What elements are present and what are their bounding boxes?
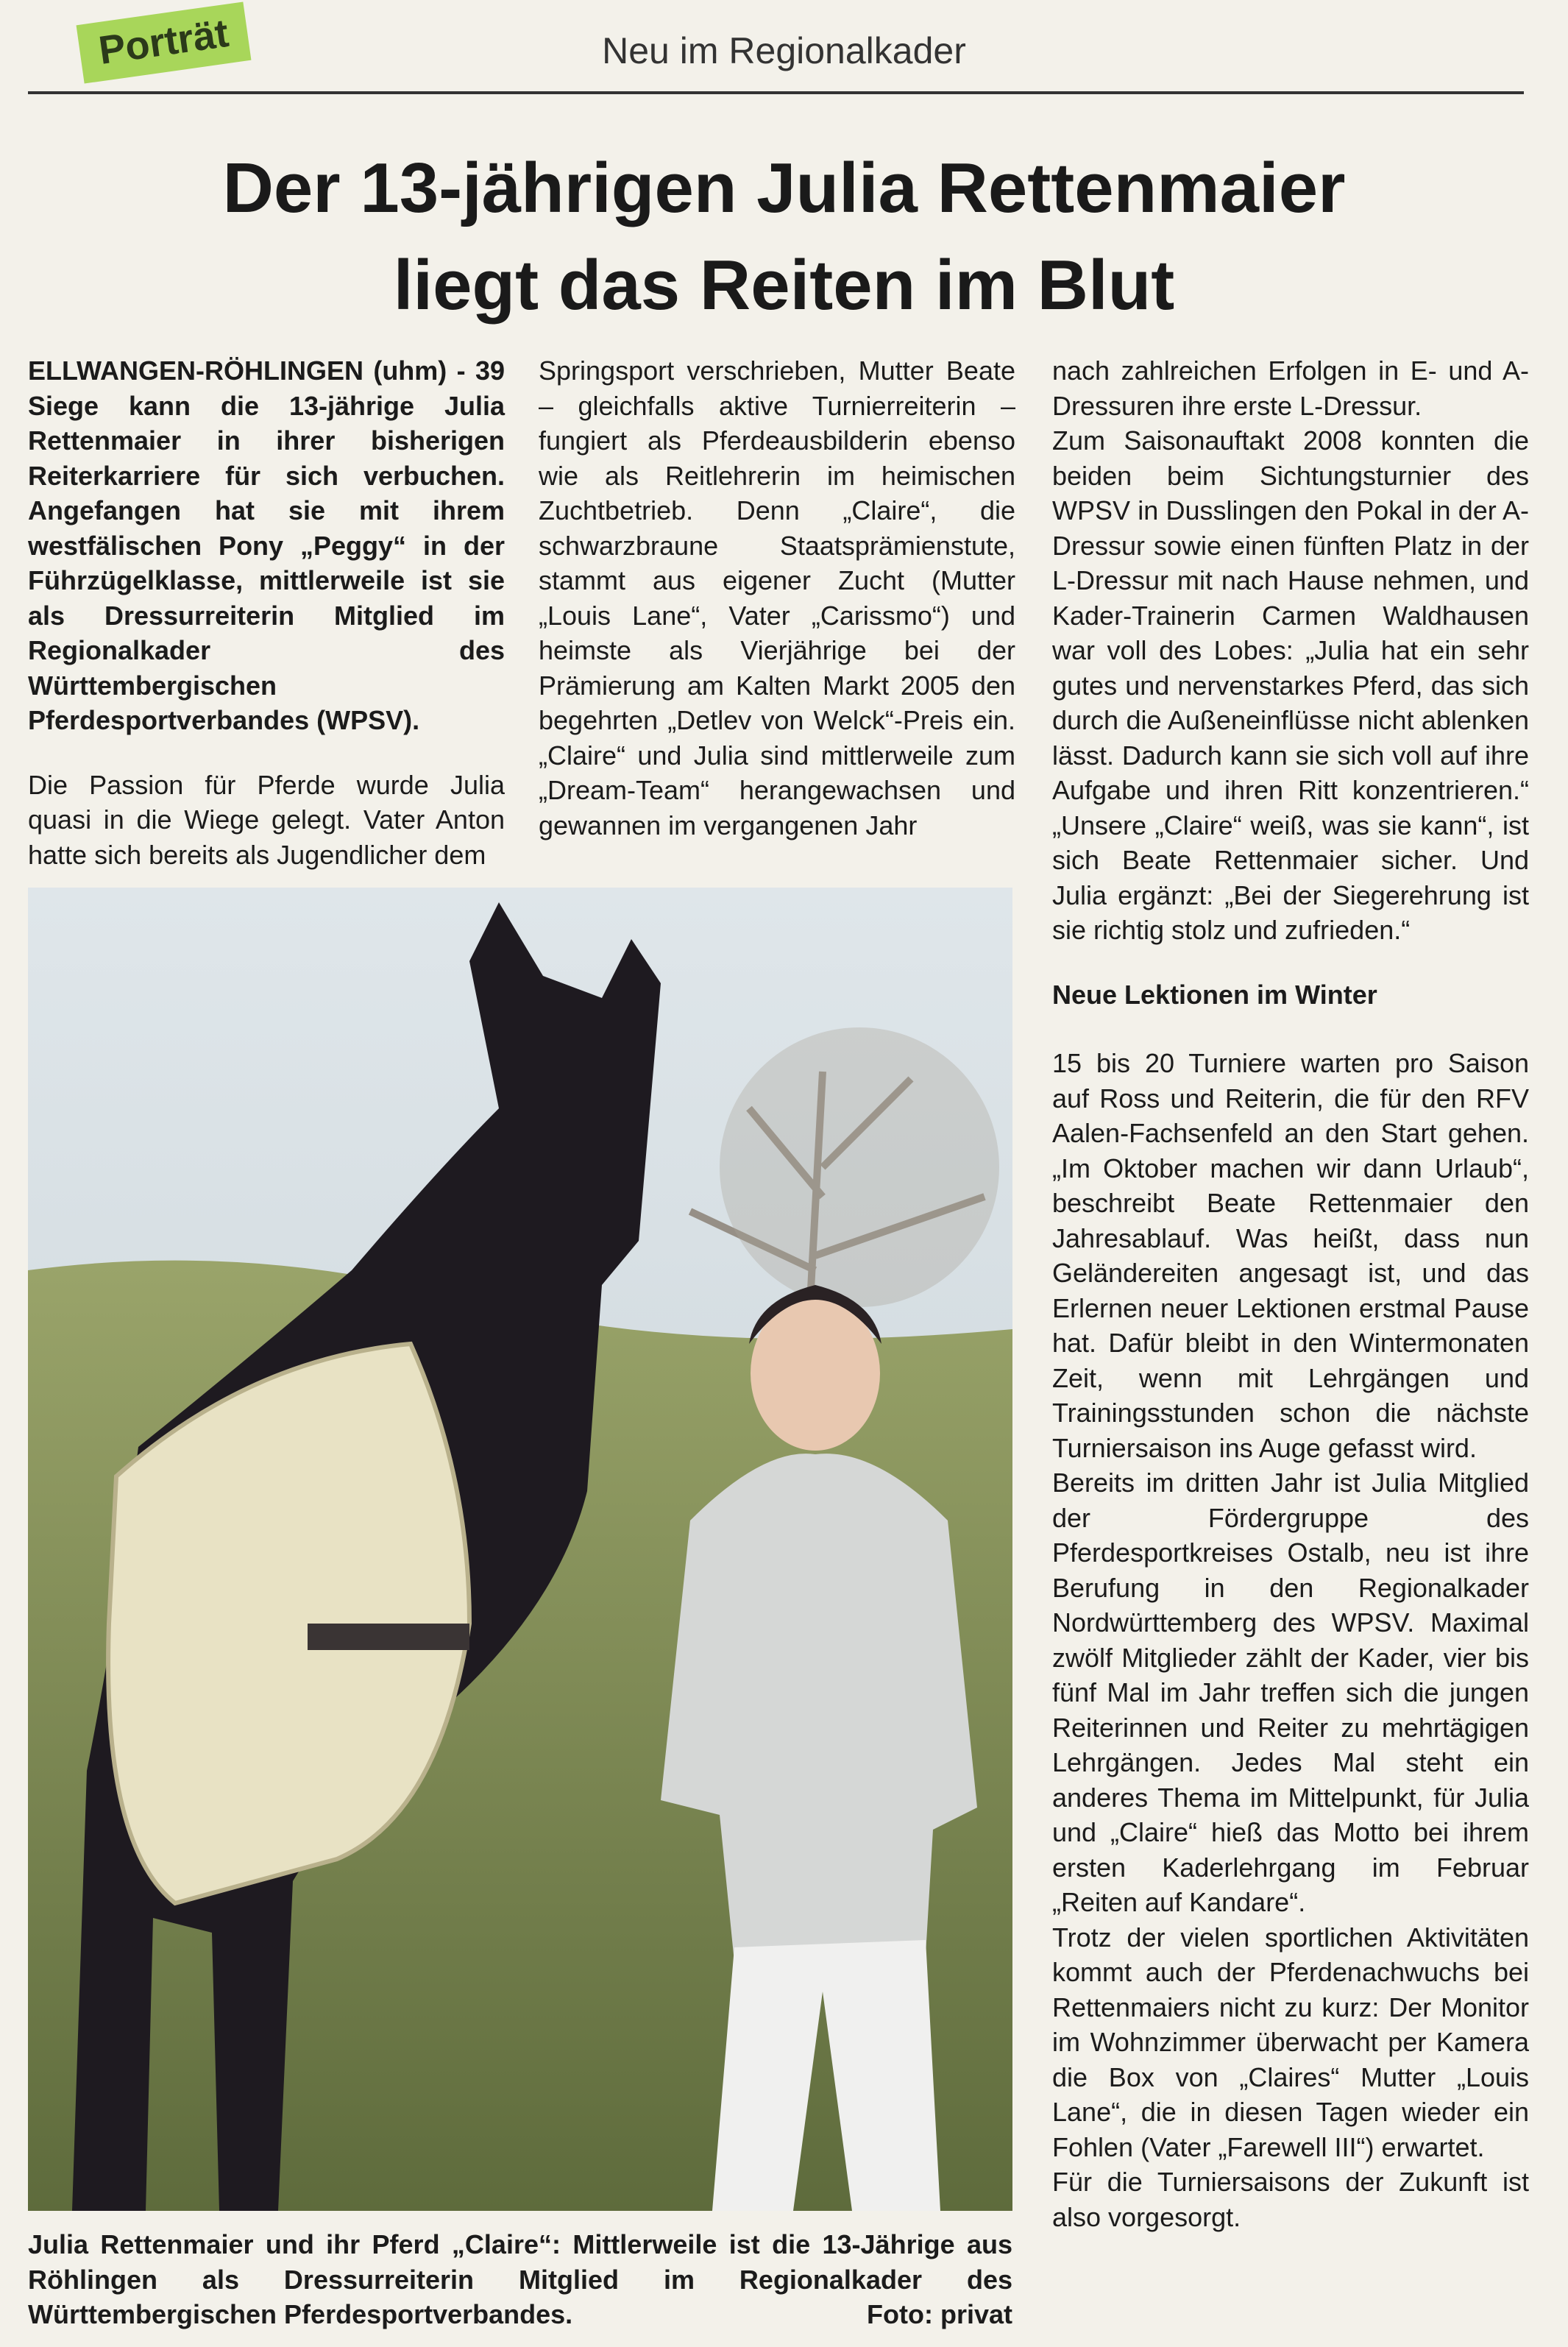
article-photo [28,888,1012,2211]
headline-line-2: liegt das Reiten im Blut [393,246,1175,325]
lead-paragraph: ELLWANGEN-RÖHLINGEN (uhm) - 39 Siege kann die 13-jährige Julia Rettenmaier in ihrer bisherigen Reiterkarriere für sich verbuchen. Angefangen hat sie mit ihrem westfälischen Pony „Peggy“ in der Führzügelklasse, mittlerweile ist sie als Dressurreiterin Mitglied im Regionalkader des Württembergischen Pferdesportverbandes (WPSV). [28,355,505,735]
paragraph: Springsport verschrieben, Mutter Beate – gleichfalls aktive Turnierreiterin – fungiert als Pferdeausbilderin ebenso wie als Reitlehrerin im heimischen Zuchtbetrieb. Denn „Claire“, die schwarzbraune Staatsprämienstute, stammt aus eigener Zucht (Mutter „Louis Lane“, Vater „Carissmo“) und heimste als Vierjährige bei der Prämierung am Kalten Markt 2005 den begehrten „Detlev von Welck“-Preis ein. „Claire“ und Julia sind mittlerweile zum „Dream-Team“ herangewachsen und gewannen im vergangenen Jahr [539,355,1015,840]
photo-caption [28,2227,1012,2332]
paragraph: Trotz der vielen sportlichen Aktivitäten kommt auch der Pferdenachwuchs bei Rettenmaiers nicht zu kurz: Der Monitor im Wohnzimmer überwacht per Kamera die Box von „Claires“ Mutter „Louis Lane“, die in diesen Tagen wieder ein Fohlen (Vater „Farewell III“) erwartet. [1052,1922,1529,2162]
section-badge: Porträt [77,1,252,83]
paragraph: Die Passion für Pferde wurde Julia quasi in die Wiege gelegt. Vater Anton hatte sich bereits als Jugendlicher dem [28,769,505,870]
photo-credit: Foto: privat [867,2299,1012,2329]
kicker: Neu im Regionalkader [602,30,966,71]
paragraph: 15 bis 20 Turniere warten pro Saison auf Ross und Reiterin, die für den RFV Aalen-Fachsenfeld an den Start gehen. „Im Oktober machen wir dann Urlaub“, beschreibt Beate Rettenmaier den Jahresablauf. Was heißt, dass nun Geländereiten angesagt ist, und das Erlernen neuer Lektionen erstmal Pause hat. Dafür bleibt in den Wintermonaten Zeit, wenn mit Lehrgängen und Trainingsstunden schon die nächste Turniersaison ins Auge gefasst wird. [1052,1048,1529,1463]
paragraph: Zum Saisonauftakt 2008 konnten die beiden beim Sichtungsturnier des WPSV in Dusslingen den Pokal in der A-Dressur sowie einen fünften Platz in der L-Dressur mit nach Hause nehmen, und Kader-Trainerin Carmen Waldhausen war voll des Lobes: „Julia hat ein sehr gutes und nervenstarkes Pferd, das sich durch die Außeneinflüsse nicht ablenken lässt. Dadurch kann sie sich voll auf ihre Aufgabe und ihren Ritt konzentrieren.“ „Unsere „Claire“ weiß, was sie kann“, ist sich Beate Rettenmaier sicher. Und Julia ergänzt: „Bei der Siegerehrung ist sie richtig stolz und zufrieden.“ [1052,425,1529,945]
headline [59,140,1509,334]
headline-line-1: Der 13-jährigen Julia Rettenmaier [222,149,1346,227]
column-1 [28,353,505,872]
caption-text: Julia Rettenmaier und ihr Pferd „Claire“: Mittlerweile ist die 13-Jährige aus Röhlingen als Dressurreiterin Mitglied im Regionalkader des Württembergischen Pferdesportverbandes. [28,2229,1012,2329]
paragraph: Für die Turniersaisons der Zukunft ist also vorgesorgt. [1052,2167,1529,2232]
subheading: Neue Lektionen im Winter [1052,979,1377,1010]
column-2 [539,353,1015,843]
paragraph: nach zahlreichen Erfolgen in E- und A-Dressuren ihre erste L-Dressur. [1052,355,1529,421]
column-3 [1052,353,1529,2234]
paragraph: Bereits im dritten Jahr ist Julia Mitglied der Fördergruppe des Pferdesportkreises Ostalb, neu ist ihre Berufung in den Regionalkader Nordwürttemberg des WPSV. Maximal zwölf Mitglieder zählt der Kader, vier bis fünf Mal im Jahr treffen sich die jungen Reiterinnen und Reiter zu mehrtägigen Lehrgängen. Jedes Mal steht ein anderes Thema im Mittelpunkt, für Julia und „Claire“ hieß das Motto bei ihrem ersten Kaderlehrgang im Februar „Reiten auf Kandare“. [1052,1468,1529,1917]
header-rule [28,91,1524,94]
